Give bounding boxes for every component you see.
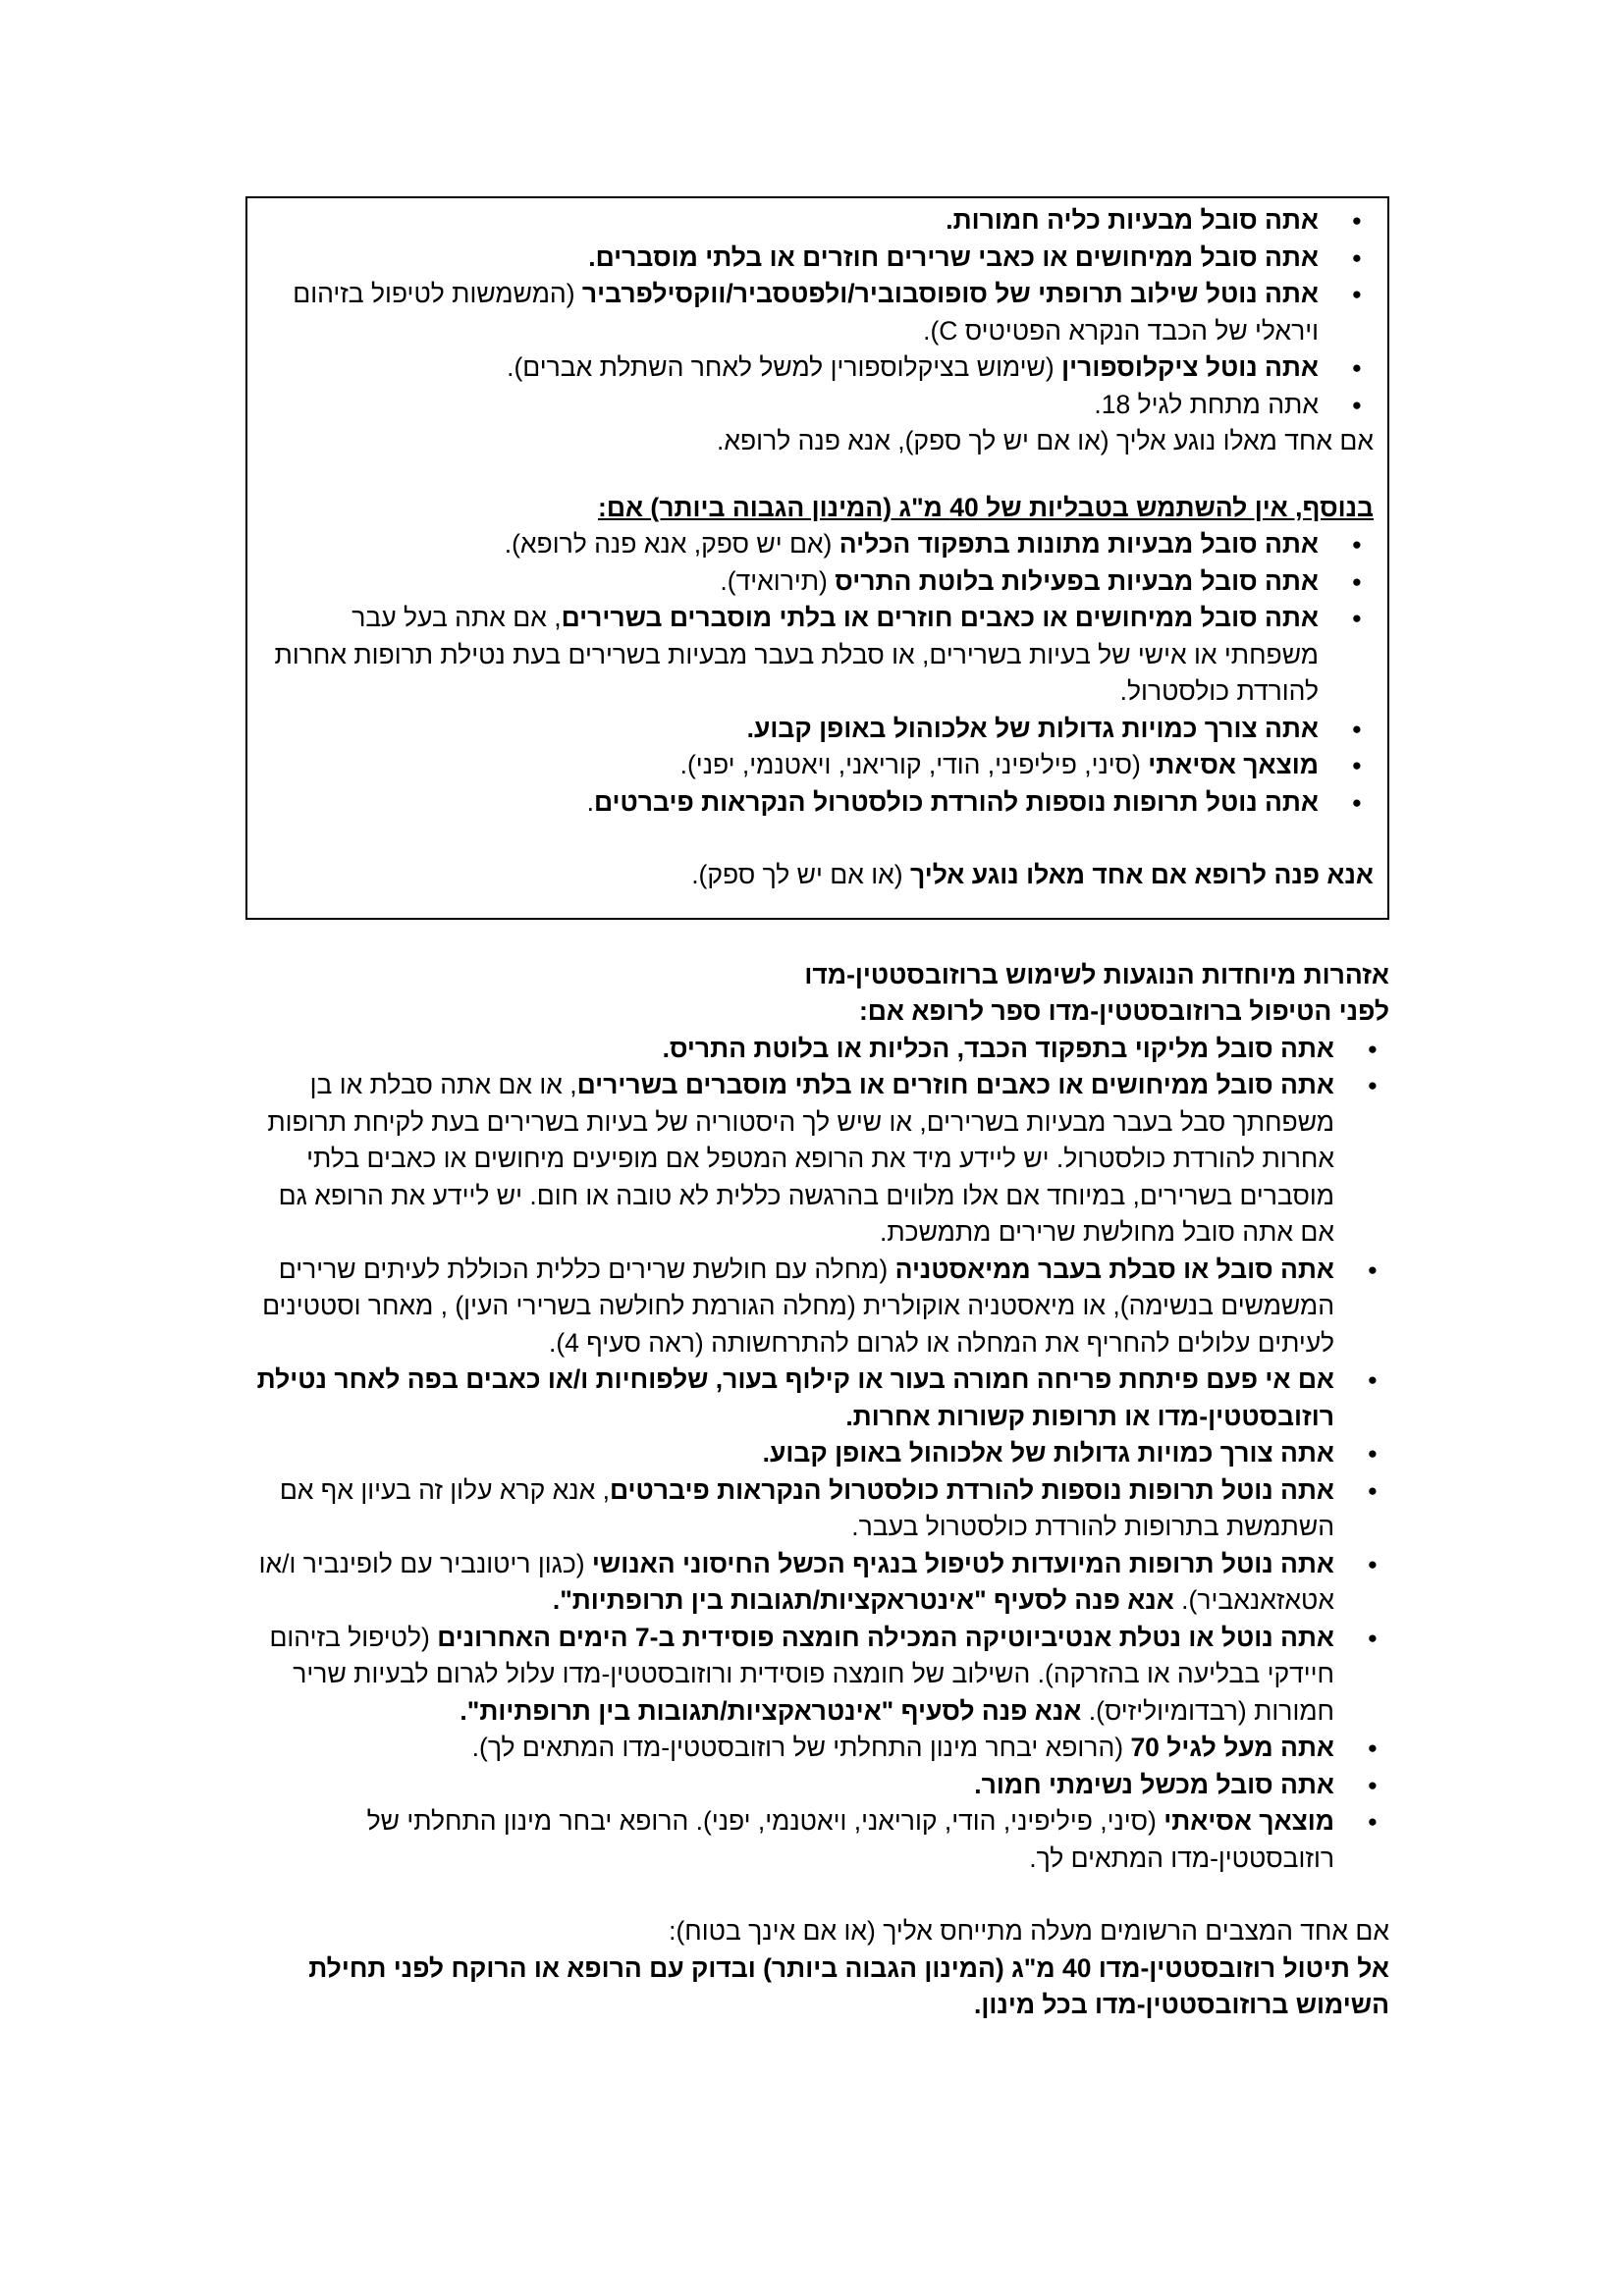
consult-note-2: אנא פנה לרופא אם אחד מאלו נוגע אליך (או אם יש לך ספק). (691, 860, 1374, 889)
consult-note-1: אם אחד מאלו נוגע אליך (או אם יש לך ספק), אנא פנה לרופא. (717, 426, 1374, 455)
list-item: ● אתה נוטל ציקלוספורין (שימוש בציקלוספורין למשל לאחר השתלת אברים). (261, 349, 1374, 387)
list-item: ● אתה סובל או סבלת בעבר ממיאסטניה (מחלה עם חולשת שרירים כללית הכוללת לעיתים שרירים המשמשים בנשימה), או מיאסטניה אוקולרית (מחלה הגורמת לחולשה בשרירי העין) , מאחר וסטטינים לעיתים עלולים להחריף את המחלה או לגרום להתרחשותה (ראה סעיף 4). (245, 1252, 1389, 1362)
section-subtitle: לפני הטיפול ברוזובסטטין-מדו ספר לרופא אם: (858, 996, 1389, 1026)
list-item: ● מוצאך אסיאתי (סיני, פיליפיני, הודי, קוריאני, ויאטנמי, יפני). הרופא יבחר מינון התחלתי של רוזובסטטין-מדו המתאים לך. (245, 1803, 1389, 1877)
list-item: ● אתה נוטל שילוב תרופתי של סופוסבוביר/ולפטסביר/ווקסילפרביר (המשמשות לטיפול בזיהום ויראלי של הכבד הנקרא הפטיטיס C). (261, 276, 1374, 349)
list-item: ● אתה נוטל תרופות נוספות להורדת כולסטרול הנקראות פיברטים, אנא קרא עלון זה בעיון אף אם השתמשת בתרופות להורדת כולסטרול בעבר. (245, 1472, 1389, 1546)
list-item: ● אתה סובל מבעיות כליה חמורות. (261, 202, 1374, 240)
list-item: ● אתה נוטל תרופות נוספות להורדת כולסטרול הנקראות פיברטים. (261, 784, 1374, 822)
list-item: ● אתה סובל ממיחושים או כאבים חוזרים או בלתי מוסברים בשרירים, אם אתה בעל עבר משפחתי או אישי של בעיות בשרירים, או סבלת בעבר מבעיות בשרירים בעת נטילת תרופות אחרות להורדת כולסטרול. (261, 600, 1374, 711)
section-heading-40mg: בנוסף, אין להשתמש בטבליות של 40 מ"ג (המינון הגבוה ביותר) אם: (598, 492, 1374, 522)
section-title: אזהרות מיוחדות הנוגעות לשימוש ברוזובסטטין-מדו (804, 959, 1389, 989)
list-item: ● אתה סובל מכשל נשימתי חמור. (245, 1767, 1389, 1804)
closing-bold: אל תיטול רוזובסטטין-מדו 40 מ"ג (המינון הגבוה ביותר) ובדוק עם הרופא או הרוקח לפני תחילת השימוש ברוזובסטטין-מדו בכל מינון. (308, 1952, 1389, 2019)
contraindications-box (245, 196, 1389, 920)
list-item: ● אתה סובל ממיחושים או כאבים חוזרים או בלתי מוסברים בשרירים, או אם אתה סבלת או בן משפחתך סבל בעבר מבעיות בשרירים, או שיש לך היסטוריה של בעיות בשרירים בעת לקיחת תרופות אחרות להורדת כולסטרול. יש ליידע מיד את הרופא המטפל אם מופיעים מיחושים או כאבים בלתי מוסברים בשרירים, במיוחד אם אלו מלווים בהרגשה כללית לא טובה או חום. יש ליידע את הרופא גם אם אתה סובל מחולשת שרירים מתמשכת. (245, 1067, 1389, 1252)
spacer (261, 821, 1374, 857)
list-item: ● מוצאך אסיאתי (סיני, פיליפיני, הודי, קוריאני, ויאטנמי, יפני). (261, 747, 1374, 784)
list-item: ● אתה צורך כמויות גדולות של אלכוהול באופן קבוע. (245, 1435, 1389, 1472)
list-item: ● אתה סובל ממיחושים או כאבי שרירים חוזרים או בלתי מוסברים. (261, 240, 1374, 277)
list-item: ● אם אי פעם פיתחת פריחה חמורה בעור או קילוף בעור, שלפוחיות ו/או כאבים בפה לאחר נטילת רוזובסטטין-מדו או תרופות קשורות אחרות. (245, 1362, 1389, 1435)
document-page (245, 196, 1389, 2024)
list-item: ● אתה נוטל או נטלת אנטיביוטיקה המכילה חומצה פוסידית ב-7 הימים האחרונים (לטיפול בזיהום חיידקי בבליעה או בהזרקה). השילוב של חומצה פוסידית ורוזובסטטין-מדו עלול לגרום לבעיות שריר חמורות (רבדומיוליזיס). אנא פנה לסעיף "אינטראקציות/תגובות בין תרופתיות". (245, 1620, 1389, 1731)
list-item: ● אתה מתחת לגיל 18. (261, 387, 1374, 424)
special-warnings-section (245, 957, 1389, 2024)
closing-plain: אם אחד המצבים הרשומים מעלה מתייחס אליך (או אם אינך בטוח): (669, 1916, 1389, 1946)
list-item: ● אתה סובל מליקוי בתפקוד הכבד, הכליות או בלוטת התריס. (245, 1031, 1389, 1068)
spacer (245, 1877, 1389, 1913)
list-item: ● אתה נוטל תרופות המיועדות לטיפול בנגיף הכשל החיסוני האנושי (כגון ריטונביר עם לופינביר ו/או אטאזאנאביר). אנא פנה לסעיף "אינטראקציות/תגובות בין תרופתיות". (245, 1546, 1389, 1620)
warnings-list (245, 1031, 1389, 1878)
list-item: ● אתה מעל לגיל 70 (הרופא יבחר מינון התחלתי של רוזובסטטין-מדו המתאים לך). (245, 1730, 1389, 1767)
contraindication-list-1 (261, 202, 1374, 423)
list-item: ● אתה סובל מבעיות מתונות בתפקוד הכליה (אם יש ספק, אנא פנה לרופא). (261, 526, 1374, 563)
list-item: ● אתה סובל מבעיות בפעילות בלוטת התריס (תירואיד). (261, 563, 1374, 601)
contraindication-list-2 (261, 526, 1374, 821)
list-item: ● אתה צורך כמויות גדולות של אלכוהול באופן קבוע. (261, 711, 1374, 748)
